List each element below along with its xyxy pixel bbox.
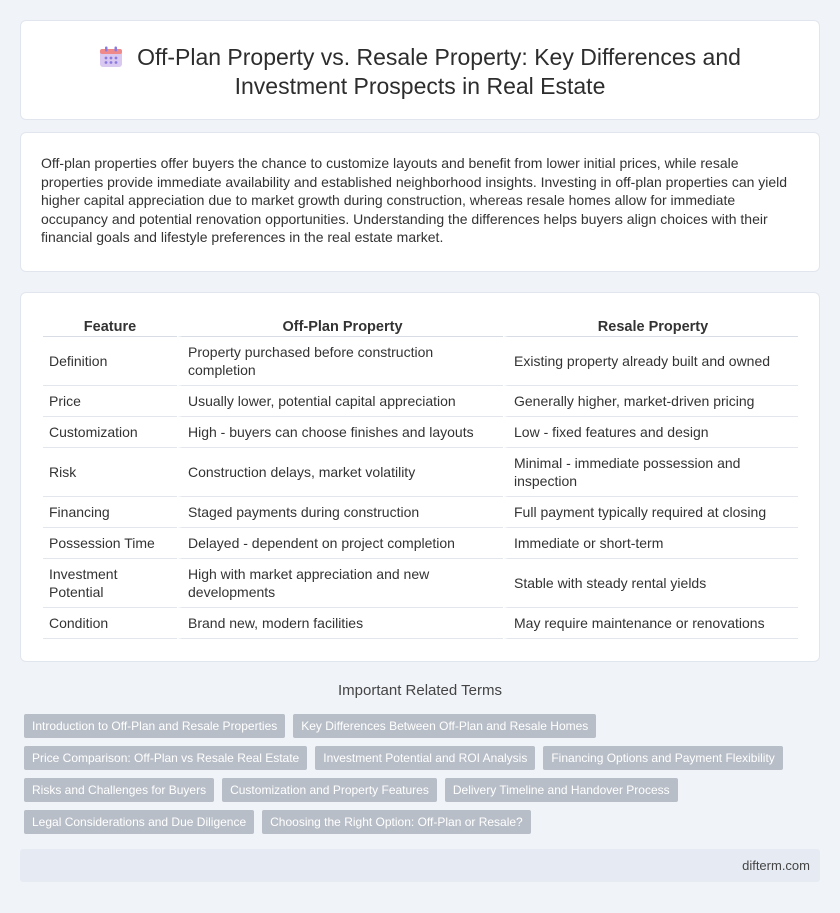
feature-cell: Condition xyxy=(43,608,177,639)
resale-cell: Stable with steady rental yields xyxy=(503,559,798,608)
resale-cell: Generally higher, market-driven pricing xyxy=(503,386,798,417)
tag-link[interactable]: Investment Potential and ROI Analysis xyxy=(315,746,535,770)
table-row xyxy=(43,497,798,528)
table-header-row xyxy=(43,317,798,337)
resale-cell: Existing property already built and owned xyxy=(503,337,798,386)
tag-link[interactable]: Delivery Timeline and Handover Process xyxy=(445,778,678,802)
table-row xyxy=(43,337,798,386)
off-plan-cell: Brand new, modern facilities xyxy=(177,608,503,639)
resale-cell: Minimal - immediate possession and inspection xyxy=(503,448,798,497)
footer-site-name: difterm.com xyxy=(742,858,810,873)
tag-row xyxy=(24,714,824,738)
feature-cell: Price xyxy=(43,386,177,417)
calendar-icon xyxy=(99,46,123,68)
header-feature: Feature xyxy=(43,317,177,337)
comparison-table xyxy=(43,317,798,639)
off-plan-cell: Staged payments during construction xyxy=(177,497,503,528)
feature-cell: Investment Potential xyxy=(43,559,177,608)
off-plan-cell: Property purchased before construction completion xyxy=(177,337,503,386)
tag-link[interactable]: Financing Options and Payment Flexibility xyxy=(543,746,782,770)
resale-cell: Immediate or short-term xyxy=(503,528,798,559)
table-row xyxy=(43,608,798,639)
feature-cell: Customization xyxy=(43,417,177,448)
tag-row xyxy=(24,810,824,834)
table-row xyxy=(43,448,798,497)
tag-link[interactable]: Introduction to Off-Plan and Resale Properties xyxy=(24,714,285,738)
tag-row xyxy=(24,778,824,802)
related-terms-tags xyxy=(24,714,824,842)
comparison-table-card xyxy=(20,292,820,662)
feature-cell: Definition xyxy=(43,337,177,386)
related-terms-title: Important Related Terms xyxy=(338,682,502,699)
header-card xyxy=(20,20,820,120)
feature-cell: Financing xyxy=(43,497,177,528)
intro-card xyxy=(20,132,820,272)
tag-link[interactable]: Risks and Challenges for Buyers xyxy=(24,778,214,802)
table-row xyxy=(43,559,798,608)
table-row xyxy=(43,386,798,417)
resale-cell: May require maintenance or renovations xyxy=(503,608,798,639)
off-plan-cell: High with market appreciation and new developments xyxy=(177,559,503,608)
page-title xyxy=(21,43,819,101)
title-line-2: Investment Prospects in Real Estate xyxy=(234,73,606,99)
off-plan-cell: Construction delays, market volatility xyxy=(177,448,503,497)
intro-paragraph: Off-plan properties offer buyers the chance to customize layouts and benefit from lower initial prices, while resale properties provide immediate availability and established neighborhood insights. Investing in off-plan properties can yield higher capital appreciation due to market growth during construction, whereas resale homes allow for immediate occupancy and potential renovation opportunities. Understanding the differences helps buyers align choices with their financial goals and lifestyle preferences in the real estate market. xyxy=(41,155,788,245)
header-off-plan: Off-Plan Property xyxy=(177,317,503,337)
tag-link[interactable]: Choosing the Right Option: Off-Plan or Resale? xyxy=(262,810,531,834)
footer xyxy=(20,849,820,882)
tag-row xyxy=(24,746,824,770)
feature-cell: Risk xyxy=(43,448,177,497)
off-plan-cell: Delayed - dependent on project completion xyxy=(177,528,503,559)
resale-cell: Full payment typically required at closing xyxy=(503,497,798,528)
off-plan-cell: High - buyers can choose finishes and layouts xyxy=(177,417,503,448)
tag-link[interactable]: Customization and Property Features xyxy=(222,778,437,802)
resale-cell: Low - fixed features and design xyxy=(503,417,798,448)
tag-link[interactable]: Key Differences Between Off-Plan and Resale Homes xyxy=(293,714,596,738)
title-line-1: Off-Plan Property vs. Resale Property: Key Differences and xyxy=(137,44,741,70)
table-row xyxy=(43,528,798,559)
table-row xyxy=(43,417,798,448)
header-resale: Resale Property xyxy=(503,317,798,337)
off-plan-cell: Usually lower, potential capital appreciation xyxy=(177,386,503,417)
tag-link[interactable]: Price Comparison: Off-Plan vs Resale Real Estate xyxy=(24,746,307,770)
feature-cell: Possession Time xyxy=(43,528,177,559)
tag-link[interactable]: Legal Considerations and Due Diligence xyxy=(24,810,254,834)
